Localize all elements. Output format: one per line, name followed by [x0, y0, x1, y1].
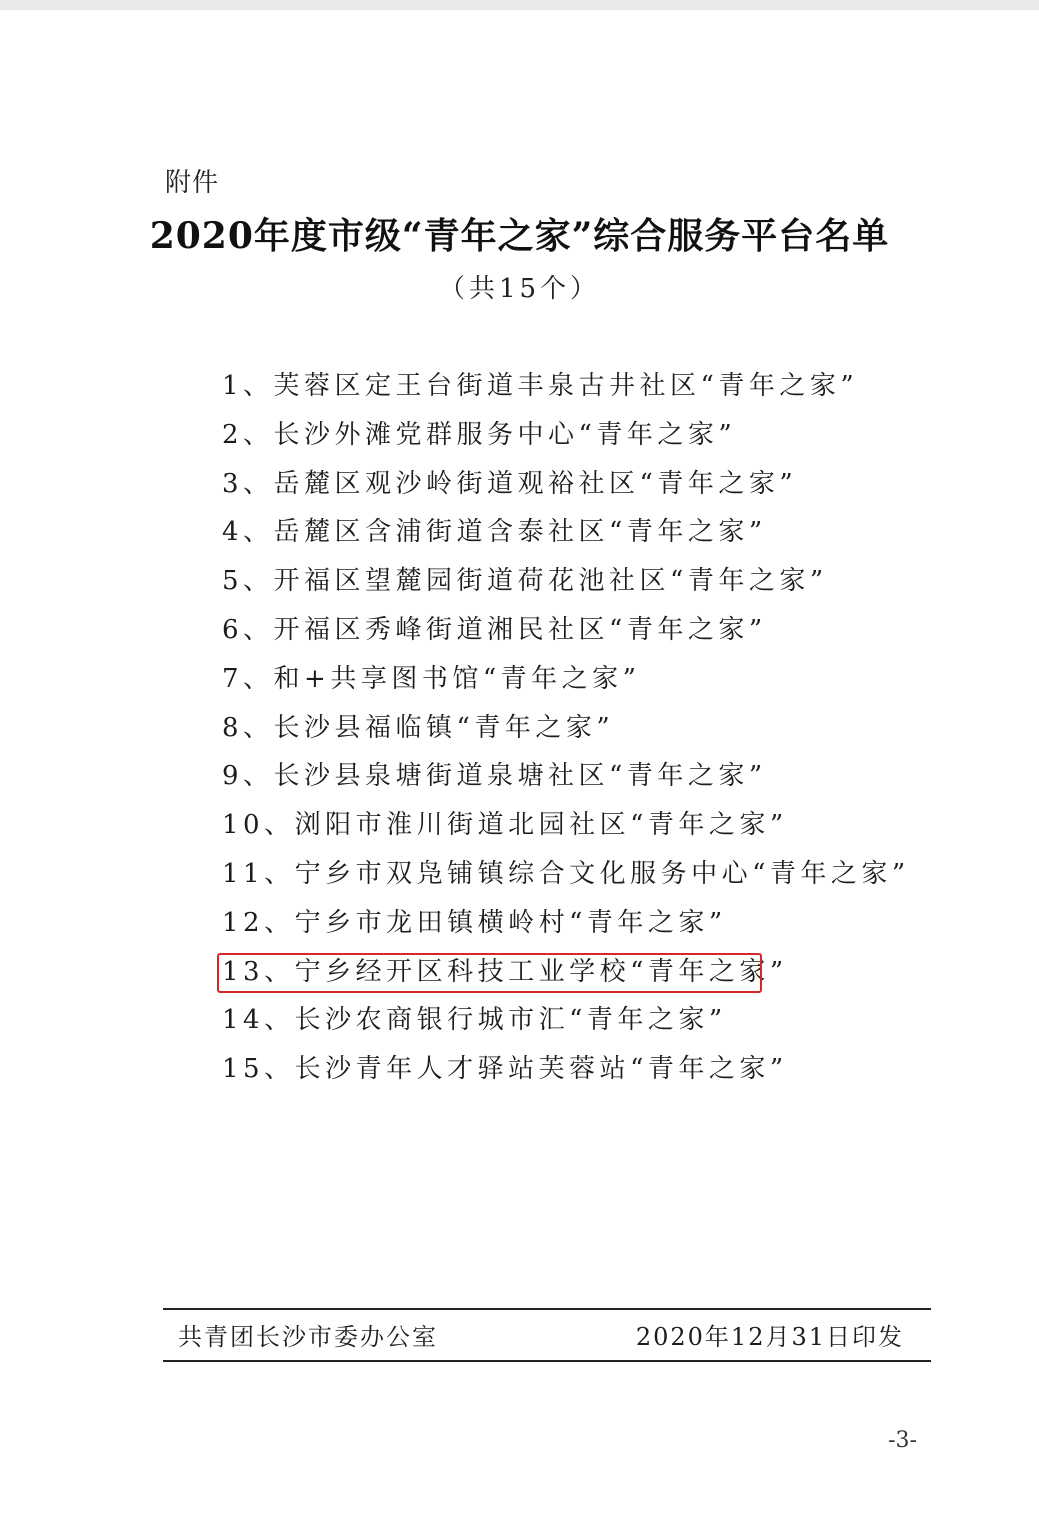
- list-item: 7、和+共享图书馆“青年之家”: [222, 663, 641, 694]
- list-item: 11、宁乡市双凫铺镇综合文化服务中心“青年之家”: [222, 858, 910, 889]
- list-item: 12、宁乡市龙田镇横岭村“青年之家”: [222, 907, 727, 938]
- list-item: 8、长沙县福临镇“青年之家”: [222, 712, 615, 743]
- list-item: 10、浏阳市淮川街道北园社区“青年之家”: [222, 810, 788, 841]
- top-margin-strip: [0, 0, 1039, 10]
- footer-top-rule: [163, 1308, 931, 1310]
- list-item-highlighted: 13、宁乡经开区科技工业学校“青年之家”: [222, 956, 788, 987]
- list-item: 15、长沙青年人才驿站芙蓉站“青年之家”: [222, 1054, 788, 1085]
- list-item: 3、岳麓区观沙岭街道观裕社区“青年之家”: [222, 468, 798, 499]
- list-item: 14、长沙农商银行城市汇“青年之家”: [222, 1005, 727, 1036]
- document-subtitle: （共15个）: [438, 274, 601, 304]
- list-item: 9、长沙县泉塘街道泉塘社区“青年之家”: [222, 761, 767, 792]
- issue-date: 2020年12月31日印发: [635, 1323, 904, 1351]
- footer-bottom-rule: [163, 1360, 931, 1362]
- list-item: 1、芙蓉区定王台街道丰泉古井社区“青年之家”: [222, 371, 859, 401]
- document-title: 2020年度市级“青年之家”综合服务平台名单: [149, 215, 890, 257]
- list-item: 5、开福区望麓园街道荷花池社区“青年之家”: [222, 566, 828, 597]
- page-number: -3-: [888, 1428, 917, 1453]
- annex-label: 附件: [165, 168, 220, 198]
- list-item: 4、岳麓区含浦街道含泰社区“青年之家”: [222, 517, 767, 548]
- issuing-office: 共青团长沙市委办公室: [178, 1323, 438, 1351]
- list-item: 6、开福区秀峰街道湘民社区“青年之家”: [222, 614, 767, 645]
- list-item: 2、长沙外滩党群服务中心“青年之家”: [222, 419, 737, 450]
- highlight-box: [217, 953, 762, 993]
